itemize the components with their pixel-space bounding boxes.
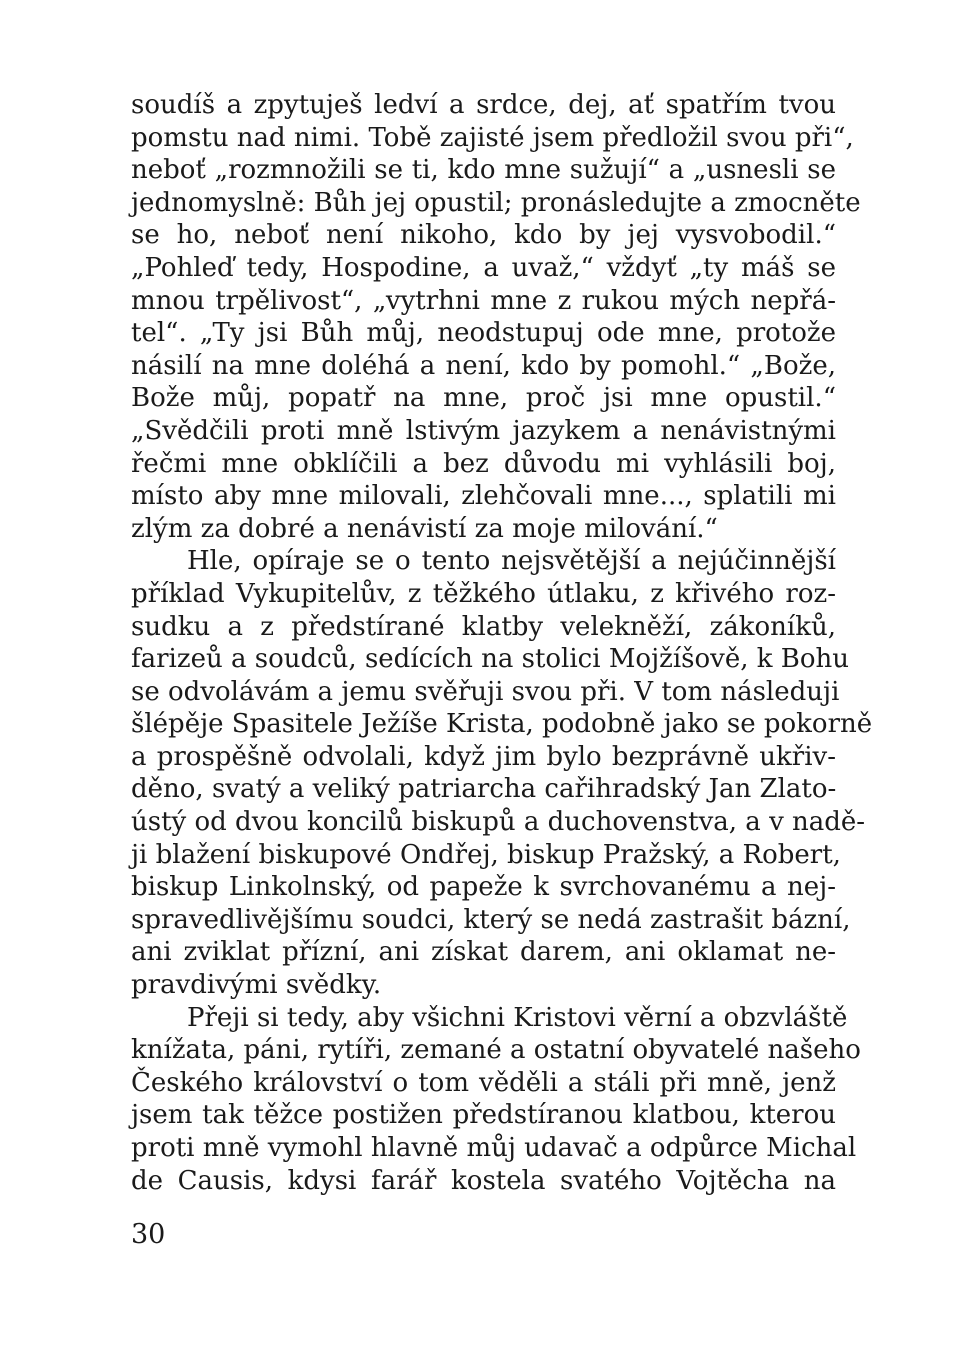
text-line: příklad Vykupitelův, z těžkého útlaku, z křivého roz-	[131, 578, 836, 609]
text-line: neboť „rozmnožili se ti, kdo mne sužují“ a „usnesli se	[131, 155, 836, 186]
text-line: Bože můj, popatř na mne, proč jsi mne opustil.“	[131, 383, 836, 414]
text-line: tel“. „Ty jsi Bůh můj, neodstupuj ode mne, protože	[131, 318, 836, 349]
text-line: farizeů a soudců, sedících na stolici Mojžíšově, k Bohu	[131, 644, 850, 675]
text-line: řečmi mne obklíčili a bez důvodu mi vyhlásili boj,	[131, 448, 836, 479]
page-number: 30	[131, 1219, 166, 1250]
text-line: Hle, opíraje se o tento nejsvětější a nejúčinnější	[187, 546, 836, 577]
text-line: jsem tak těžce postižen předstíranou klatbou, kterou	[131, 1100, 836, 1131]
text-line: pomstu nad nimi. Tobě zajisté jsem předložil svou při“,	[131, 122, 854, 153]
text-line: děno, svatý a veliký patriarcha cařihradský Jan Zlato-	[131, 774, 837, 805]
text-line: „Pohleď tedy, Hospodine, a uvaž,“ vždyť „ty máš se	[131, 252, 836, 283]
text-line: a prospěšně odvolali, když jim bylo bezprávně ukřiv-	[131, 741, 836, 772]
text-line: ústý od dvou koncilů biskupů a duchovenstva, a v nadě-	[131, 807, 866, 838]
text-line: spravedlivějšímu soudci, který se nedá zastrašit bázní,	[131, 904, 851, 935]
text-line: jednomyslně: Bůh jej opustil; pronásledujte a zmocněte	[131, 187, 861, 218]
text-line: místo aby mne milovali, zlehčovali mne..., splatili mi	[131, 481, 836, 512]
text-line: pravdivými svědky.	[131, 970, 382, 1001]
text-line: de Causis, kdysi farář kostela svatého Vojtěcha na	[131, 1165, 836, 1196]
text-line: proti mně vymohl hlavně můj udavač a odpůrce Michal	[131, 1133, 857, 1163]
text-line: šlépěje Spasitele Ježíše Krista, podobně jako se pokorně	[131, 709, 873, 740]
text-line: Přeji si tedy, aby všichni Kristovi věrní a obzvláště	[187, 1002, 848, 1033]
text-line: mnou trpělivost“, „vytrhni mne z rukou mých nepřá-	[131, 285, 836, 316]
text-line: Českého království o tom věděli a stáli při mně, jenž	[131, 1067, 836, 1098]
text-line: zlým za dobré a nenávistí za moje milování.“	[131, 513, 718, 544]
text-line: ji blažení biskupové Ondřej, biskup Pražský, a Robert,	[131, 839, 841, 870]
text-line: biskup Linkolnský, od papeže k svrchovanému a nej-	[131, 872, 836, 903]
text-line: se ho, neboť není nikoho, kdo by jej vysvobodil.“	[131, 220, 836, 251]
text-line: násilí na mne doléhá a není, kdo by pomohl.“ „Bože,	[131, 350, 836, 381]
text-line: se odvolávám a jemu svěřuji svou při. V tom následuji	[131, 676, 840, 707]
text-line: „Svědčili proti mně lstivým jazykem a nenávistnými	[131, 415, 836, 446]
body-text	[131, 89, 873, 1197]
text-line: ani zviklat přízní, ani získat darem, ani oklamat ne-	[131, 937, 836, 968]
text-line: soudíš a zpytuješ ledví a srdce, dej, ať spatřím tvou	[131, 90, 836, 120]
text-line: knížata, páni, rytíři, zemané a ostatní obyvatelé našeho	[131, 1035, 861, 1066]
text-line: sudku a z předstírané klatby velekněží, zákoníků,	[131, 611, 836, 642]
